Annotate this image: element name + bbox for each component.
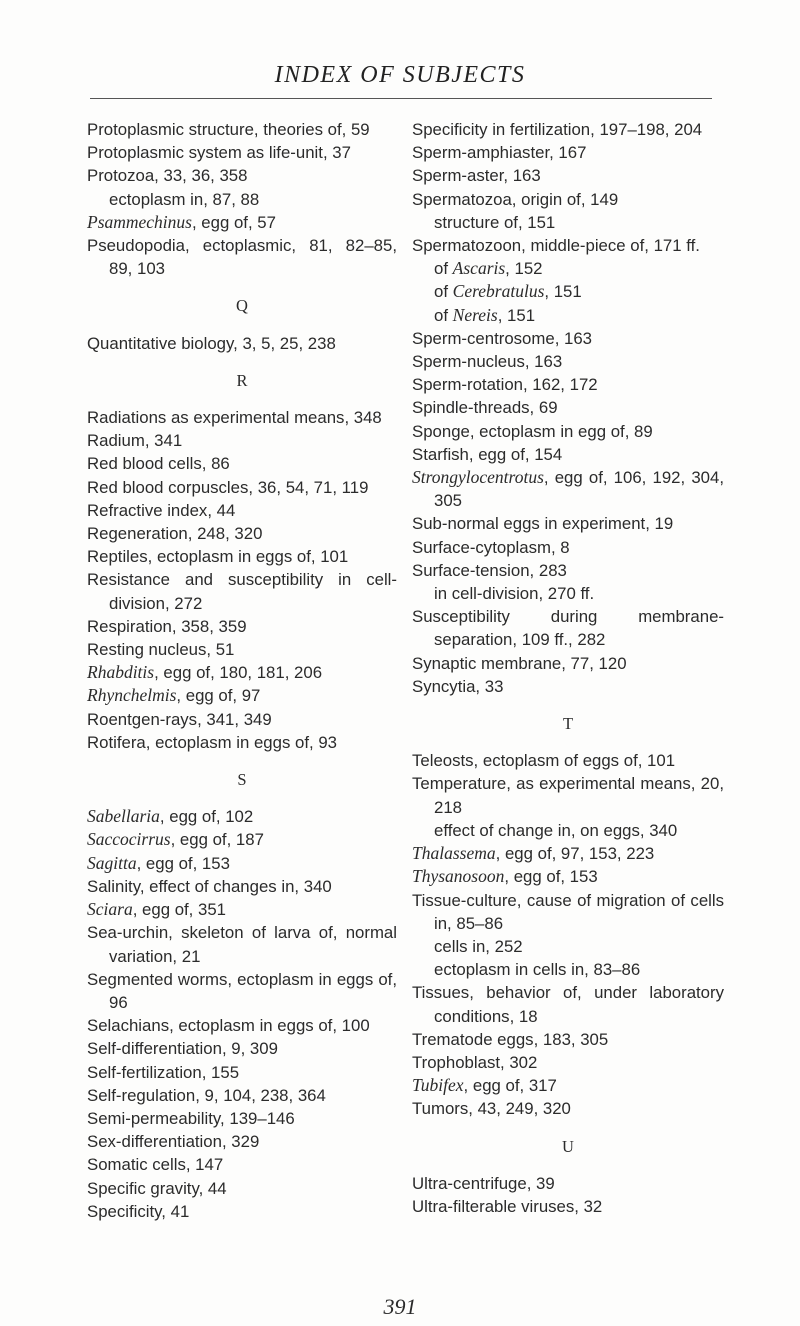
entry-text: Resistance and susceptibility in cell-division, 272 (87, 570, 397, 613)
index-entry (87, 661, 397, 684)
index-entry (87, 852, 397, 875)
entry-text: cells in, 252 (434, 936, 523, 956)
index-entry (87, 805, 397, 828)
entry-text: Sperm-aster, 163 (412, 166, 541, 186)
index-subentry (412, 958, 724, 981)
entry-prefix: of (434, 259, 453, 279)
index-subentry (412, 211, 724, 234)
index-entry (412, 141, 724, 164)
entry-text: Trophoblast, 302 (412, 1052, 538, 1072)
index-entry (412, 118, 724, 141)
entry-text: Roentgen-rays, 341, 349 (87, 709, 272, 729)
entry-text: , egg of, 102 (159, 807, 254, 827)
entry-text: Rotifera, ectoplasm in eggs of, 93 (87, 732, 337, 752)
index-subentry (412, 935, 724, 958)
entry-term-italic: Thalassema (412, 843, 496, 864)
entry-term-italic: Sagitta (87, 852, 137, 873)
entry-text: Sperm-nucleus, 163 (412, 352, 563, 372)
entry-text: Selachians, ectoplasm in eggs of, 100 (87, 1016, 370, 1036)
index-entry (87, 898, 397, 921)
index-entry (87, 921, 397, 967)
index-entry (87, 568, 397, 614)
index-entry (87, 429, 397, 452)
entry-text: Sponge, ectoplasm in egg of, 89 (412, 421, 653, 441)
entry-text: Sex-differentiation, 329 (87, 1132, 260, 1152)
entry-text: Spindle-threads, 69 (412, 398, 558, 418)
entry-text: structure of, 151 (434, 212, 556, 232)
index-entry (87, 875, 397, 898)
entry-text: , egg of, 187 (170, 830, 264, 850)
entry-text: Salinity, effect of changes in, 340 (87, 876, 332, 896)
index-entry (87, 499, 397, 522)
index-entry (87, 1107, 397, 1130)
entry-text: Self-regulation, 9, 104, 238, 364 (87, 1085, 326, 1105)
header-rule (90, 98, 712, 99)
entry-text: Ultra-filterable viruses, 32 (412, 1196, 603, 1216)
entry-text: Sperm-rotation, 162, 172 (412, 375, 598, 395)
index-entry (412, 512, 724, 535)
entry-term-italic: Cerebratulus (452, 281, 545, 302)
section-letter: U (562, 1136, 574, 1156)
entry-term-italic: Sabellaria (87, 806, 160, 827)
index-entry (412, 605, 724, 651)
index-entry (412, 443, 724, 466)
index-entry (87, 828, 397, 851)
index-entry (412, 772, 724, 818)
entry-term-italic: Nereis (452, 304, 498, 325)
entry-text: Protozoa, 33, 36, 358 (87, 166, 248, 186)
entry-text: Sperm-amphiaster, 167 (412, 143, 587, 163)
entry-text: in cell-division, 270 ff. (434, 584, 595, 604)
entry-text: Protoplasmic system as life-unit, 37 (87, 143, 351, 163)
entry-term-italic: Strongylocentrotus (412, 467, 544, 488)
entry-text: Pseudopodia, ectoplasmic, 81, 82–85, 89, 103 (87, 236, 397, 279)
index-entry (87, 1130, 397, 1153)
index-entry (87, 164, 397, 187)
entry-text: Reptiles, ectoplasm in eggs of, 101 (87, 547, 349, 567)
entry-term-italic: Tubifex (412, 1075, 464, 1096)
index-entry (87, 234, 397, 280)
index-column-right (412, 118, 724, 1218)
index-entry (87, 476, 397, 499)
entry-text: Resting nucleus, 51 (87, 640, 235, 660)
entry-text: Quantitative biology, 3, 5, 25, 238 (87, 333, 336, 353)
index-entry (412, 749, 724, 772)
entry-text: Specificity in fertilization, 197–198, 204 (412, 120, 703, 139)
section-letter: Q (236, 296, 248, 316)
index-entry (87, 638, 397, 661)
entry-text: Surface-tension, 283 (412, 560, 567, 580)
index-entry (87, 141, 397, 164)
index-entry (87, 1084, 397, 1107)
index-entry (412, 234, 724, 257)
index-entry (412, 373, 724, 396)
entry-text: effect of change in, on eggs, 340 (434, 820, 678, 840)
entry-term-italic: Rhynchelmis (87, 685, 177, 706)
index-entry (87, 332, 397, 355)
entry-text: , 152 (505, 259, 543, 279)
index-entry (412, 420, 724, 443)
entry-text: , egg of, 97, 153, 223 (495, 844, 655, 864)
index-entry (87, 684, 397, 707)
index-entry (87, 1061, 397, 1084)
entry-text: Regeneration, 248, 320 (87, 524, 263, 544)
index-entry (412, 981, 724, 1027)
entry-text: Spermatozoa, origin of, 149 (412, 189, 619, 209)
index-column-left (87, 118, 397, 1223)
index-entry (412, 396, 724, 419)
index-entry (412, 675, 724, 698)
index-entry (87, 1200, 397, 1223)
entry-text: Surface-cytoplasm, 8 (412, 537, 570, 557)
entry-term-italic: Psammechinus (87, 211, 192, 232)
index-entry (412, 1195, 724, 1218)
entry-term-italic: Rhabditis (87, 662, 155, 683)
index-entry (412, 1028, 724, 1051)
index-entry (412, 188, 724, 211)
section-letter: S (237, 770, 247, 790)
entry-text: , egg of, 153 (136, 853, 230, 873)
entry-text: Sea-urchin, skeleton of larva of, normal variation, 21 (87, 923, 397, 966)
entry-text: ectoplasm in cells in, 83–86 (434, 960, 641, 980)
entry-prefix: of (434, 282, 453, 302)
index-entry (412, 1097, 724, 1120)
entry-text: , egg of, 106, 192, 304, 305 (434, 468, 724, 511)
entry-term-italic: Thysanosoon (412, 866, 505, 887)
entry-text: , egg of, 351 (132, 900, 227, 920)
index-entry (412, 536, 724, 559)
entry-text: Spermatozoon, middle-piece of, 171 ff. (412, 236, 700, 256)
entry-text: , 151 (544, 282, 582, 302)
entry-text: , egg of, 180, 181, 206 (154, 663, 323, 683)
entry-text: Syncytia, 33 (412, 676, 504, 696)
index-entry (87, 406, 397, 429)
entry-text: Radiations as experimental means, 348 (87, 408, 382, 428)
entry-term-italic: Saccocirrus (87, 829, 171, 850)
entry-text: Ultra-centrifuge, 39 (412, 1173, 555, 1193)
entry-text: Protoplasmic structure, theories of, 59 (87, 120, 370, 139)
index-entry (412, 652, 724, 675)
entry-text: , 151 (497, 305, 536, 325)
entry-text: , egg of, 57 (191, 212, 276, 232)
entry-text: Synaptic membrane, 77, 120 (412, 653, 627, 673)
entry-text: Red blood corpuscles, 36, 54, 71, 119 (87, 477, 369, 497)
entry-text: Susceptibility during membrane-separation, 109 ff., 282 (412, 607, 724, 650)
entry-text: ectoplasm in, 87, 88 (109, 189, 260, 209)
index-subentry (412, 819, 724, 842)
index-entry (87, 968, 397, 1014)
index-subentry (412, 280, 724, 303)
entry-text: Self-fertilization, 155 (87, 1062, 240, 1082)
entry-text: Refractive index, 44 (87, 500, 236, 520)
index-entry (412, 842, 724, 865)
index-entry (87, 731, 397, 754)
entry-text: Temperature, as experimental means, 20, 218 (412, 774, 724, 817)
index-entry (412, 865, 724, 888)
page-number: 391 (383, 1294, 417, 1319)
index-subentry (412, 582, 724, 605)
entry-text: Starfish, egg of, 154 (412, 444, 563, 464)
section-letter: R (236, 370, 248, 390)
index-entry (412, 164, 724, 187)
index-entry (412, 1051, 724, 1074)
entry-text: , egg of, 97 (176, 686, 261, 706)
entry-term-italic: Sciara (87, 899, 133, 920)
index-subentry (412, 257, 724, 280)
entry-text: , egg of, 317 (463, 1076, 557, 1096)
entry-text: Teleosts, ectoplasm of eggs of, 101 (412, 751, 676, 771)
index-subentry (87, 188, 397, 211)
section-letter: T (562, 714, 574, 734)
entry-text: Tissue-culture, cause of migration of cells in, 85–86 (412, 890, 724, 933)
entry-text: Respiration, 358, 359 (87, 616, 247, 636)
index-entry (412, 466, 724, 512)
index-subentry (412, 304, 724, 327)
index-entry (87, 1153, 397, 1176)
index-entry (87, 522, 397, 545)
index-entry (87, 211, 397, 234)
entry-text: Radium, 341 (87, 431, 183, 451)
entry-text: Self-differentiation, 9, 309 (87, 1039, 278, 1059)
index-entry (87, 118, 397, 141)
entry-text: Semi-permeability, 139–146 (87, 1108, 295, 1128)
entry-text: Specific gravity, 44 (87, 1178, 227, 1198)
index-entry (87, 1037, 397, 1060)
entry-text: Red blood cells, 86 (87, 454, 230, 474)
page-header: INDEX OF SUBJECTS (274, 62, 526, 88)
entry-text: Sperm-centrosome, 163 (412, 328, 593, 348)
index-entry (87, 615, 397, 638)
index-entry (412, 1172, 724, 1195)
entry-text: Segmented worms, ectoplasm in eggs of, 96 (87, 969, 397, 1012)
index-entry (412, 559, 724, 582)
entry-text: Sub-normal eggs in experiment, 19 (412, 514, 674, 534)
index-entry (87, 545, 397, 568)
index-entry (412, 889, 724, 935)
index-entry (87, 708, 397, 731)
entry-text: Tumors, 43, 249, 320 (412, 1099, 571, 1119)
entry-text: , egg of, 153 (504, 867, 598, 887)
index-entry (87, 452, 397, 475)
entry-text: Somatic cells, 147 (87, 1155, 224, 1175)
index-entry (412, 327, 724, 350)
entry-text: Trematode eggs, 183, 305 (412, 1029, 609, 1049)
index-entry (412, 350, 724, 373)
index-entry (87, 1177, 397, 1200)
entry-prefix: of (434, 305, 453, 325)
index-entry (87, 1014, 397, 1037)
entry-text: Specificity, 41 (87, 1201, 190, 1221)
index-entry (412, 1074, 724, 1097)
entry-text: Tissues, behavior of, under laboratory conditions, 18 (412, 983, 724, 1026)
entry-term-italic: Ascaris (452, 258, 506, 279)
